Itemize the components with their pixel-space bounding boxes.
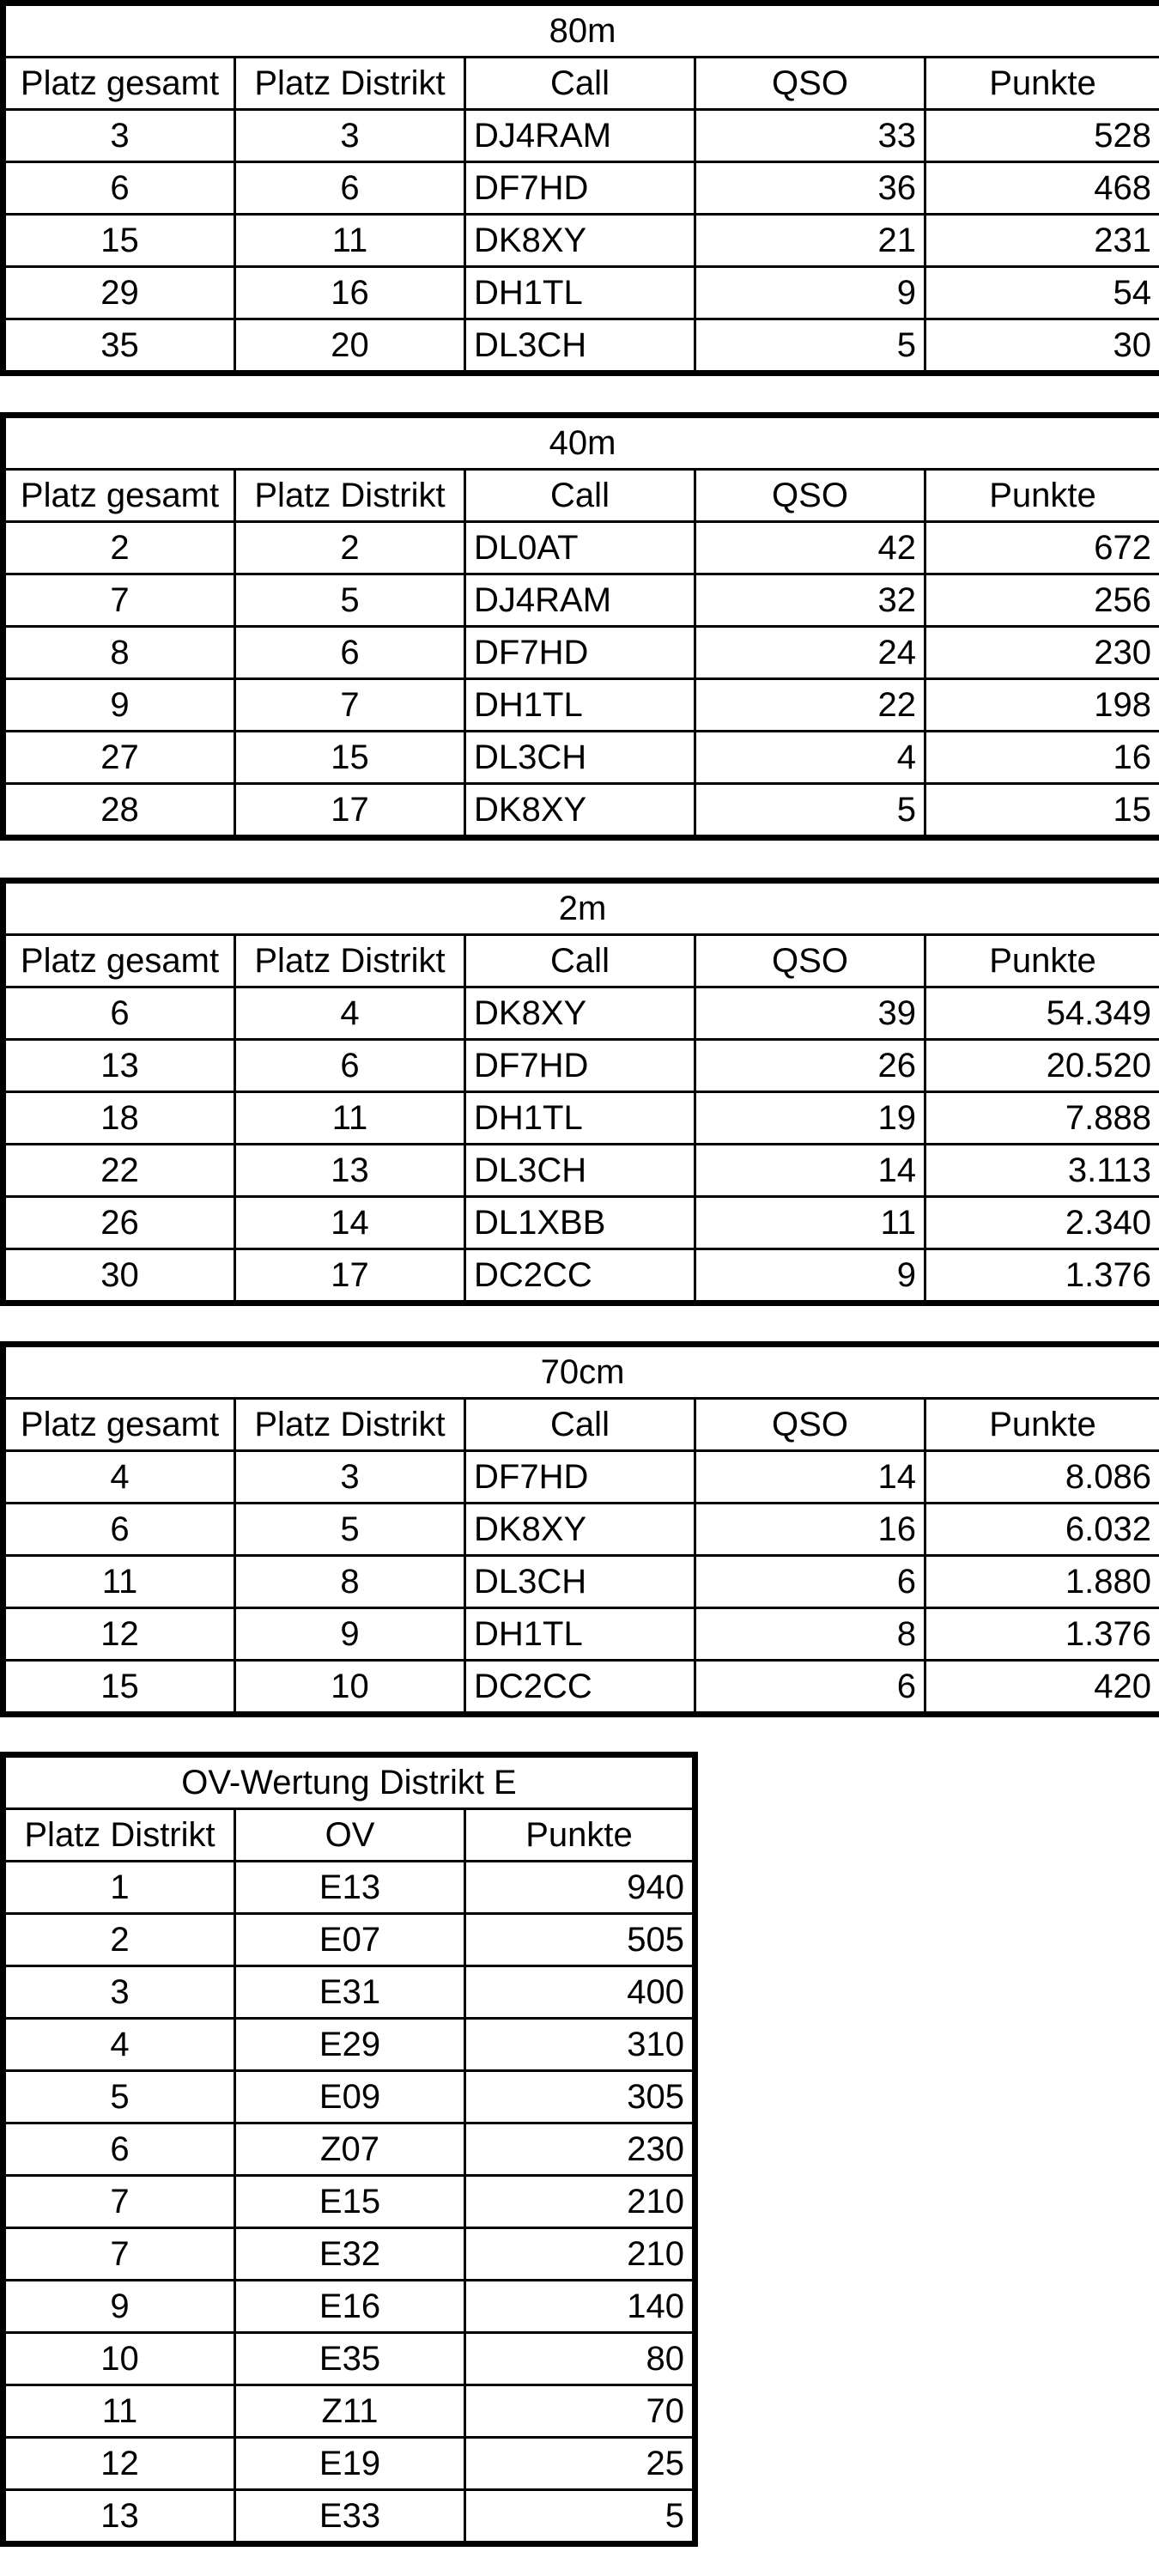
column-header: Platz gesamt: [3, 935, 235, 987]
platz-gesamt-cell: 29: [3, 267, 235, 319]
punkte-cell: 1.376: [925, 1249, 1159, 1303]
table-title: 70cm: [3, 1345, 1159, 1399]
qso-cell: 11: [695, 1197, 925, 1249]
punkte-cell: 140: [465, 2281, 695, 2333]
platz-gesamt-cell: 15: [3, 1661, 235, 1715]
call-cell: DL3CH: [465, 732, 695, 784]
platz-gesamt-cell: 6: [3, 162, 235, 215]
platz-distrikt-cell: 11: [3, 2385, 235, 2438]
ov-cell: E35: [235, 2333, 465, 2385]
table-row: [3, 162, 1159, 215]
call-cell: DH1TL: [465, 679, 695, 732]
ov-cell: Z11: [235, 2385, 465, 2438]
punkte-cell: 2.340: [925, 1197, 1159, 1249]
column-header: QSO: [695, 470, 925, 522]
platz-gesamt-cell: 7: [3, 574, 235, 627]
header-row: [3, 1399, 1159, 1451]
qso-cell: 6: [695, 1556, 925, 1608]
qso-cell: 32: [695, 574, 925, 627]
table-title-row: [3, 416, 1159, 470]
qso-cell: 16: [695, 1504, 925, 1556]
results-table-70cm: [0, 1341, 1159, 1717]
table-row: [3, 2385, 695, 2438]
call-cell: DF7HD: [465, 1451, 695, 1504]
platz-gesamt-cell: 26: [3, 1197, 235, 1249]
platz-distrikt-cell: 11: [235, 1092, 465, 1145]
platz-distrikt-cell: 7: [3, 2176, 235, 2228]
column-header: Platz gesamt: [3, 470, 235, 522]
platz-gesamt-cell: 4: [3, 1451, 235, 1504]
punkte-cell: 1.880: [925, 1556, 1159, 1608]
platz-gesamt-cell: 8: [3, 627, 235, 679]
punkte-cell: 80: [465, 2333, 695, 2385]
punkte-cell: 16: [925, 732, 1159, 784]
table-title-row: [3, 1755, 695, 1809]
call-cell: DK8XY: [465, 784, 695, 838]
table-row: [3, 1556, 1159, 1608]
column-header: Platz Distrikt: [235, 1399, 465, 1451]
punkte-cell: 256: [925, 574, 1159, 627]
platz-gesamt-cell: 3: [3, 110, 235, 162]
ov-cell: E19: [235, 2438, 465, 2490]
punkte-cell: 400: [465, 1966, 695, 2019]
platz-distrikt-cell: 4: [3, 2019, 235, 2071]
platz-distrikt-cell: 6: [3, 2123, 235, 2176]
call-cell: DC2CC: [465, 1661, 695, 1715]
platz-distrikt-cell: 10: [3, 2333, 235, 2385]
punkte-cell: 8.086: [925, 1451, 1159, 1504]
punkte-cell: 54: [925, 267, 1159, 319]
column-header: Platz Distrikt: [235, 58, 465, 110]
platz-distrikt-cell: 6: [235, 627, 465, 679]
table-row: [3, 1504, 1159, 1556]
platz-distrikt-cell: 4: [235, 987, 465, 1040]
qso-cell: 24: [695, 627, 925, 679]
punkte-cell: 70: [465, 2385, 695, 2438]
table-row: [3, 1040, 1159, 1092]
punkte-cell: 528: [925, 110, 1159, 162]
table-row: [3, 2281, 695, 2333]
punkte-cell: 3.113: [925, 1145, 1159, 1197]
platz-distrikt-cell: 9: [235, 1608, 465, 1661]
call-cell: DF7HD: [465, 627, 695, 679]
call-cell: DK8XY: [465, 1504, 695, 1556]
header-row: [3, 58, 1159, 110]
platz-distrikt-cell: 1: [3, 1862, 235, 1914]
qso-cell: 8: [695, 1608, 925, 1661]
platz-gesamt-cell: 15: [3, 215, 235, 267]
table-row: [3, 1966, 695, 2019]
qso-cell: 14: [695, 1145, 925, 1197]
ov-cell: E31: [235, 1966, 465, 2019]
qso-cell: 21: [695, 215, 925, 267]
call-cell: DK8XY: [465, 987, 695, 1040]
table-row: [3, 1608, 1159, 1661]
table-title: 40m: [3, 416, 1159, 470]
platz-distrikt-cell: 14: [235, 1197, 465, 1249]
column-header: QSO: [695, 1399, 925, 1451]
table-row: [3, 1092, 1159, 1145]
table-row: [3, 1197, 1159, 1249]
table-row: [3, 987, 1159, 1040]
platz-distrikt-cell: 11: [235, 215, 465, 267]
call-cell: DF7HD: [465, 162, 695, 215]
platz-distrikt-cell: 3: [235, 1451, 465, 1504]
punkte-cell: 230: [465, 2123, 695, 2176]
platz-distrikt-cell: 6: [235, 162, 465, 215]
platz-distrikt-cell: 5: [235, 1504, 465, 1556]
table-row: [3, 110, 1159, 162]
table-row: [3, 1249, 1159, 1303]
table-row: [3, 732, 1159, 784]
header-row: [3, 935, 1159, 987]
column-header: Platz Distrikt: [3, 1809, 235, 1862]
qso-cell: 36: [695, 162, 925, 215]
punkte-cell: 15: [925, 784, 1159, 838]
platz-gesamt-cell: 22: [3, 1145, 235, 1197]
ov-cell: E15: [235, 2176, 465, 2228]
platz-distrikt-cell: 10: [235, 1661, 465, 1715]
punkte-cell: 30: [925, 319, 1159, 374]
call-cell: DJ4RAM: [465, 110, 695, 162]
punkte-cell: 672: [925, 522, 1159, 574]
qso-cell: 42: [695, 522, 925, 574]
platz-gesamt-cell: 2: [3, 522, 235, 574]
platz-distrikt-cell: 17: [235, 1249, 465, 1303]
platz-gesamt-cell: 6: [3, 987, 235, 1040]
table-row: [3, 679, 1159, 732]
punkte-cell: 940: [465, 1862, 695, 1914]
qso-cell: 19: [695, 1092, 925, 1145]
qso-cell: 6: [695, 1661, 925, 1715]
punkte-cell: 230: [925, 627, 1159, 679]
platz-distrikt-cell: 17: [235, 784, 465, 838]
platz-distrikt-cell: 12: [3, 2438, 235, 2490]
ov-cell: E32: [235, 2228, 465, 2281]
call-cell: DL1XBB: [465, 1197, 695, 1249]
ov-cell: E16: [235, 2281, 465, 2333]
punkte-cell: 1.376: [925, 1608, 1159, 1661]
table-title-row: [3, 881, 1159, 935]
platz-distrikt-cell: 3: [235, 110, 465, 162]
table-row: [3, 215, 1159, 267]
column-header: Call: [465, 470, 695, 522]
punkte-cell: 231: [925, 215, 1159, 267]
punkte-cell: 210: [465, 2228, 695, 2281]
column-header: Platz gesamt: [3, 1399, 235, 1451]
table-row: [3, 2228, 695, 2281]
ov-cell: E13: [235, 1862, 465, 1914]
column-header: Punkte: [925, 935, 1159, 987]
ov-cell: E29: [235, 2019, 465, 2071]
platz-distrikt-cell: 20: [235, 319, 465, 374]
punkte-cell: 6.032: [925, 1504, 1159, 1556]
platz-distrikt-cell: 7: [3, 2228, 235, 2281]
punkte-cell: 198: [925, 679, 1159, 732]
column-header: Call: [465, 58, 695, 110]
table-title-row: [3, 1345, 1159, 1399]
punkte-cell: 505: [465, 1914, 695, 1966]
platz-gesamt-cell: 11: [3, 1556, 235, 1608]
results-table-40m: [0, 412, 1159, 841]
table-row: [3, 2019, 695, 2071]
qso-cell: 33: [695, 110, 925, 162]
table-row: [3, 784, 1159, 838]
call-cell: DC2CC: [465, 1249, 695, 1303]
call-cell: DH1TL: [465, 267, 695, 319]
table-row: [3, 574, 1159, 627]
column-header: Call: [465, 1399, 695, 1451]
ov-cell: E07: [235, 1914, 465, 1966]
punkte-cell: 54.349: [925, 987, 1159, 1040]
punkte-cell: 210: [465, 2176, 695, 2228]
table-row: [3, 627, 1159, 679]
column-header: Platz Distrikt: [235, 470, 465, 522]
platz-gesamt-cell: 13: [3, 1040, 235, 1092]
call-cell: DH1TL: [465, 1092, 695, 1145]
platz-distrikt-cell: 13: [3, 2490, 235, 2544]
table-title: OV-Wertung Distrikt E: [3, 1755, 695, 1809]
platz-distrikt-cell: 6: [235, 1040, 465, 1092]
results-table-2m: [0, 878, 1159, 1306]
call-cell: DL3CH: [465, 1145, 695, 1197]
punkte-cell: 305: [465, 2071, 695, 2123]
call-cell: DJ4RAM: [465, 574, 695, 627]
qso-cell: 14: [695, 1451, 925, 1504]
column-header: Platz gesamt: [3, 58, 235, 110]
column-header: OV: [235, 1809, 465, 1862]
header-row: [3, 470, 1159, 522]
punkte-cell: 420: [925, 1661, 1159, 1715]
results-table-80m: [0, 0, 1159, 376]
qso-cell: 5: [695, 784, 925, 838]
platz-distrikt-cell: 9: [3, 2281, 235, 2333]
platz-distrikt-cell: 13: [235, 1145, 465, 1197]
table-row: [3, 1862, 695, 1914]
call-cell: DL3CH: [465, 319, 695, 374]
column-header: QSO: [695, 935, 925, 987]
punkte-cell: 20.520: [925, 1040, 1159, 1092]
platz-distrikt-cell: 5: [3, 2071, 235, 2123]
platz-gesamt-cell: 30: [3, 1249, 235, 1303]
call-cell: DF7HD: [465, 1040, 695, 1092]
platz-gesamt-cell: 18: [3, 1092, 235, 1145]
table-row: [3, 1451, 1159, 1504]
table-row: [3, 1661, 1159, 1715]
column-header: Punkte: [925, 1399, 1159, 1451]
platz-gesamt-cell: 12: [3, 1608, 235, 1661]
ov-cell: E09: [235, 2071, 465, 2123]
column-header: Call: [465, 935, 695, 987]
qso-cell: 5: [695, 319, 925, 374]
table-row: [3, 2490, 695, 2544]
header-row: [3, 1809, 695, 1862]
punkte-cell: 25: [465, 2438, 695, 2490]
table-row: [3, 2071, 695, 2123]
platz-distrikt-cell: 8: [235, 1556, 465, 1608]
qso-cell: 39: [695, 987, 925, 1040]
qso-cell: 9: [695, 267, 925, 319]
table-row: [3, 267, 1159, 319]
column-header: Platz Distrikt: [235, 935, 465, 987]
ov-cell: E33: [235, 2490, 465, 2544]
table-row: [3, 2438, 695, 2490]
qso-cell: 22: [695, 679, 925, 732]
qso-cell: 4: [695, 732, 925, 784]
qso-cell: 9: [695, 1249, 925, 1303]
table-row: [3, 2333, 695, 2385]
platz-distrikt-cell: 15: [235, 732, 465, 784]
punkte-cell: 468: [925, 162, 1159, 215]
platz-distrikt-cell: 7: [235, 679, 465, 732]
platz-gesamt-cell: 28: [3, 784, 235, 838]
table-title-row: [3, 3, 1159, 58]
table-row: [3, 2123, 695, 2176]
platz-distrikt-cell: 2: [235, 522, 465, 574]
table-title: 80m: [3, 3, 1159, 58]
call-cell: DL0AT: [465, 522, 695, 574]
punkte-cell: 310: [465, 2019, 695, 2071]
punkte-cell: 7.888: [925, 1092, 1159, 1145]
table-row: [3, 1914, 695, 1966]
table-row: [3, 1145, 1159, 1197]
table-title: 2m: [3, 881, 1159, 935]
platz-distrikt-cell: 3: [3, 1966, 235, 2019]
platz-gesamt-cell: 6: [3, 1504, 235, 1556]
punkte-cell: 5: [465, 2490, 695, 2544]
ov-cell: Z07: [235, 2123, 465, 2176]
qso-cell: 26: [695, 1040, 925, 1092]
ov-ranking-table: [0, 1752, 698, 2547]
call-cell: DK8XY: [465, 215, 695, 267]
platz-distrikt-cell: 16: [235, 267, 465, 319]
table-row: [3, 2176, 695, 2228]
column-header: QSO: [695, 58, 925, 110]
table-row: [3, 522, 1159, 574]
column-header: Punkte: [465, 1809, 695, 1862]
column-header: Punkte: [925, 470, 1159, 522]
column-header: Punkte: [925, 58, 1159, 110]
platz-distrikt-cell: 5: [235, 574, 465, 627]
platz-gesamt-cell: 9: [3, 679, 235, 732]
platz-distrikt-cell: 2: [3, 1914, 235, 1966]
call-cell: DH1TL: [465, 1608, 695, 1661]
platz-gesamt-cell: 27: [3, 732, 235, 784]
call-cell: DL3CH: [465, 1556, 695, 1608]
table-row: [3, 319, 1159, 374]
platz-gesamt-cell: 35: [3, 319, 235, 374]
